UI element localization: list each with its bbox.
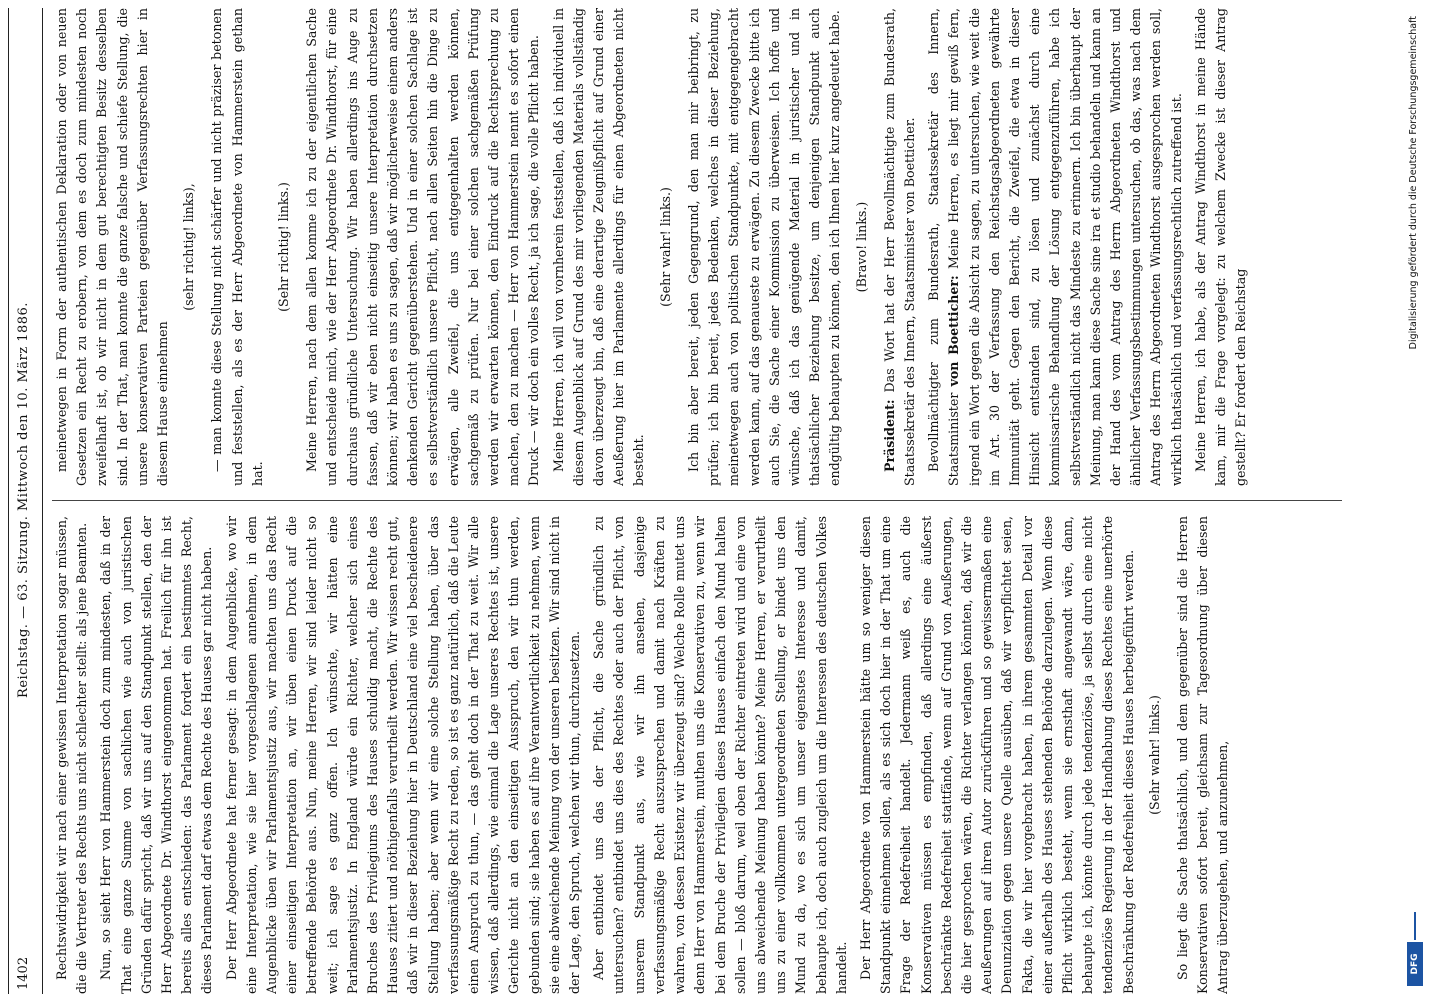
paragraph: Der Herr Abgeordnete von Hammerstein hätte um so weniger diesen Standpunkt einnehmen sollen, als es sich doch hier in der That um eine Frage der Redefreiheit handelt. Jedermann weiß es, auch die Konservativen müssen es empfinden, daß allerdings eine äußerst beschränkte Redefreiheit stattfände, wenn auf Grund von Aeußerungen, die hier gesprochen wären, die Richter verlangen könnten, daß wir die Aeußerungen auf ihren Autor zurückführen und so gewissermaßen eine Denunziation gegen unsere Quelle ausüben, daß wir verpflichtet seien, Fakta, die wir hier vorgebracht haben, in ihrem gesammten Detail vor einer außerhalb des Hauses stehenden Behörde darzulegen. Wenn diese Pflicht wirklich besteht, wenn sie ernsthaft angewandt wäre, dann, behaupte ich, könnte durch jede tendenziöse, ja selbst durch eine nicht tendenziöse Regierung in der Handhabung dieses Rechtes eine unerhörte Beschränkung der Redefreiheit dieses Hauses herbeigeführt werden. bbox=[857, 516, 1136, 994]
dfg-logo-bar bbox=[1414, 912, 1416, 940]
text-columns bbox=[52, 8, 1342, 994]
credit-text: Digitalisierung gefördert durch die Deutsche Forschungsgemeinschaft bbox=[1408, 16, 1419, 350]
interjection: (Bravo! links.) bbox=[853, 201, 869, 293]
paragraph: So liegt die Sache thatsächlich, und dem gegenüber sind die Herren Konservativen sofort bereit, gleichsam zur Tagesordnung über diesen Antrag überzugehen, und anzunehmen, bbox=[1174, 516, 1231, 994]
digitization-credit bbox=[1405, 6, 1427, 996]
interjection: (Sehr richtig! links.) bbox=[276, 182, 292, 312]
paragraph: Rechtswidrigkeit wir nach einer gewissen Interpretation sogar müssen, die die Vertreter des Rechts uns nicht schlechter stellt: als jene Beamten. bbox=[54, 516, 90, 994]
running-head: Reichstag. — 63. Sitzung. Mittwoch den 10. März 1886. bbox=[16, 302, 31, 698]
column-divider bbox=[52, 500, 1342, 501]
interjection: (sehr richtig! links), bbox=[181, 183, 197, 311]
dfg-logo: DFG bbox=[1407, 942, 1423, 986]
page-number: 1402 bbox=[16, 956, 31, 990]
paragraph: Meine Herren, ich habe, als der Antrag Windthorst in meine Hände kam, mir die Frage vorgelegt: zu welchem Zwecke ist dieser Antrag gestellt? Er fordert den Reichstag bbox=[1192, 8, 1249, 486]
left-column bbox=[52, 516, 1342, 994]
paragraph: Präsident: Das Wort hat der Herr Bevollmächtigte zum Bundesrath, Staatssekretär des Innern, Staatsminister von Boetticher. bbox=[881, 8, 917, 486]
top-rule bbox=[8, 8, 9, 994]
page-header bbox=[14, 10, 38, 990]
paragraph: Ich bin aber bereit, jeden Gegengrund, den man mir beibringt, zu prüfen; ich bin bereit, jedes Bedenken, welches in dieser Beziehung, meinetwegen auch von politischen Standpunkte, mit entgegengebracht werden kann, auf das genaueste zu erwägen. Zu diesem Zwecke bitte ich auch Sie, die Sache einer Kommission zu überweisen. Ich hoffe und wünsche, daß ich das genügende Material in juristischer und in thatsächlicher Beziehung besitze, um denjenigen Standpunkt auch endgültig behaupten zu können, den ich Ihnen hier kurz angedeutet habe. bbox=[685, 8, 843, 486]
paragraph: Aber entbindet uns das der Pflicht, die Sache gründlich zu untersuchen? entbindet uns dies des Rechtes oder auch der Pflicht, von unserem Standpunkt aus, wie wir ihn ansehen, dasjenige verfassungsmäßige Recht auszusprechen und damit nach Kräften zu wahren, von dessen Existenz wir überzeugt sind? Welche Rolle mutet uns denn Herr von Hammerstein, muthen uns die Konservativen zu, wenn wir bei dem Bruche der Privilegien dieses Hauses einfach den Mund halten sollen — bloß darum, weil oben der Richter eintreten wird und eine von uns abweichende Meinung haben könnte? Meine Herren, er verurtheilt uns zu einer vollkommen untergeordneten Stellung, er bindet uns den Mund zu da, wo es sich um unser eigenstes Interesse und damit, behaupte ich, doch auch zugleich um die Interessen des deutschen Volkes handelt. bbox=[591, 516, 849, 994]
paragraph: meinetwegen in Form der authentischen Deklaration oder von neuen Gesetzen ein Recht zu erobern, von dem es doch zum mindesten noch zweifelhaft ist, ob wir nicht in dem gut berechtigten Besitz desselben sind. In der That, man konnte die ganze falsche und schiefe Stellung, die unsere konservativen Parteien gegenüber Verfassungsrechten hier in diesem Hause einnehmen bbox=[54, 8, 171, 486]
interjection: (Sehr wahr! links.) bbox=[1146, 695, 1162, 815]
paragraph: Meine Herren, ich will von vornherein feststellen, daß ich individuell in diesem Augenblick auf Grund des mir vorliegenden Materials vollständig davon überzeugt bin, daß eine derartige Zeugnißpflicht auf Grund einer Aeußerung hier im Parlamente allerdings für einen Abgeordneten nicht besteht. bbox=[550, 8, 647, 486]
paragraph: Der Herr Abgeordnete hat ferner gesagt: in dem Augenblicke, wo wir eine Interpretation, wie sie hier vorgeschlagenen annehmen, in dem Augenblicke üben wir Parlamentsjustiz aus, wir machten uns das Recht einer einseitigen Interpretation an, wir üben einen Druck auf die betreffende Behörde aus. Nun, meine Herren, wir sind leider nicht so weit; ich sage es ganz offen. Ich wünschte, wir hätten eine Parlamentsjustiz. In England würde ein Richter, welcher sich eines Bruches des Privilegiums des Hauses schuldig macht, die Rechte des Hauses zitiert und nöthigenfalls verurtheilt werden. Wir wissen recht gut, daß wir in dieser Beziehung hier in Deutschland eine viel bescheidenere Stellung haben; aber wenn wir eine solche Stellung haben, über das verfassungsmäßige Recht zu reden, so ist es ganz natürlich, daß die Leute einen Anspruch zu thun, — das geht doch in der That zu weit. Wir alle wissen, daß allerdings, wie einmal die Lage unseres Rechtes ist, unsere Gerichte nicht an den einseitigen Ausspruch, den wir thun werden, gebunden sind; sie haben es auf ihre Verantwortlichkeit zu nehmen, wenn sie eine abweichende Meinung von der unseren besitzen. Wir sind nicht in der Lage, den Spruch, welchen wir thun, durchzusetzen. bbox=[223, 516, 583, 994]
paragraph: Meine Herren, nach dem allen komme ich zu der eigentlichen Sache und entscheide mich, wie der Herr Abgeordnete Dr. Windthorst, für eine durchaus gründliche Untersuchung. Wir haben allerdings ins Auge zu fassen, daß wir eben nicht einseitig unsere Interpretation durchsetzen können; wir haben es uns zu sagen, daß wir möglicherweise einem anders denkenden Gericht gegenüberstehen. Und in einer solchen Sachlage ist es selbstverständlich unsere Pflicht, nach allen Seiten hin die Dinge zu erwägen, alle Zweifel, die uns entgegenhalten werden können, sachgemäß zu prüfen. Nur bei einer solchen sachgemäßen Prüfung werden wir erwarten können, den Eindruck auf die Rechtsprechung zu machen, den zu machen — Herr von Hammerstein nennt es sofort einen Druck — wir doch ein volles Recht, ja ich sage, die volle Pflicht haben. bbox=[304, 8, 542, 486]
interjection: (Sehr wahr! links.) bbox=[657, 187, 673, 307]
paragraph: Bevollmächtigter zum Bundesrath, Staatssekretär des Innern, Staatsminister von Boetticher: Meine Herren, es liegt mir gewiß fern, irgend ein Wort gegen die Absicht zu sagen, zu untersuchen, wie weit die im Art. 30 der Verfassung den Reichstagsabgeordneten gewährte Immunität geht. Gegen den Bericht, die Zweifel, die etwa in dieser Hinsicht entstanden sind, zu lösen und zunächst durch eine kommissarische Behandlung der Lösung entgegenzuführen, habe ich selbstverständlich nicht das Mindeste zu erinnern. Ich bin überhaupt der Meinung, man kann diese Sache sine ira et studio behandeln und kann an der Hand des vom Antrag des Herrn Abgeordneten Windthorst und ähnlicher Verfassungsbestimmungen untersuchen, ob das, was nach dem Antrag des Herrn Abgeordneten Windthorst ausgesprochen werden soll, wirklich thatsächlich und verfassungsrechtlich zutreffend ist. bbox=[926, 8, 1184, 486]
paragraph: — man konnte diese Stellung nicht schärfer und nicht präziser betonen und feststellen, als es der Herr Abgeordnete von Hammerstein gethan hat. bbox=[209, 8, 265, 486]
header-rule bbox=[42, 8, 43, 994]
right-column bbox=[52, 8, 1342, 486]
paragraph: Nun, so sieht Herr von Hammerstein doch zum mindesten, daß in der That eine ganze Summe von sachlichen wie auch von juristischen Gründen dafür spricht, daß wir uns auf den Standpunkt stellen, den der Herr Abgeordnete Dr. Windthorst eingenommen hat. Freilich für ihn ist bereits alles entschieden: das Parlament fordert ein bestimmtes Recht, dieses Parlament darf etwas dem Rechte des Hauses gar nicht haben. bbox=[98, 516, 215, 994]
